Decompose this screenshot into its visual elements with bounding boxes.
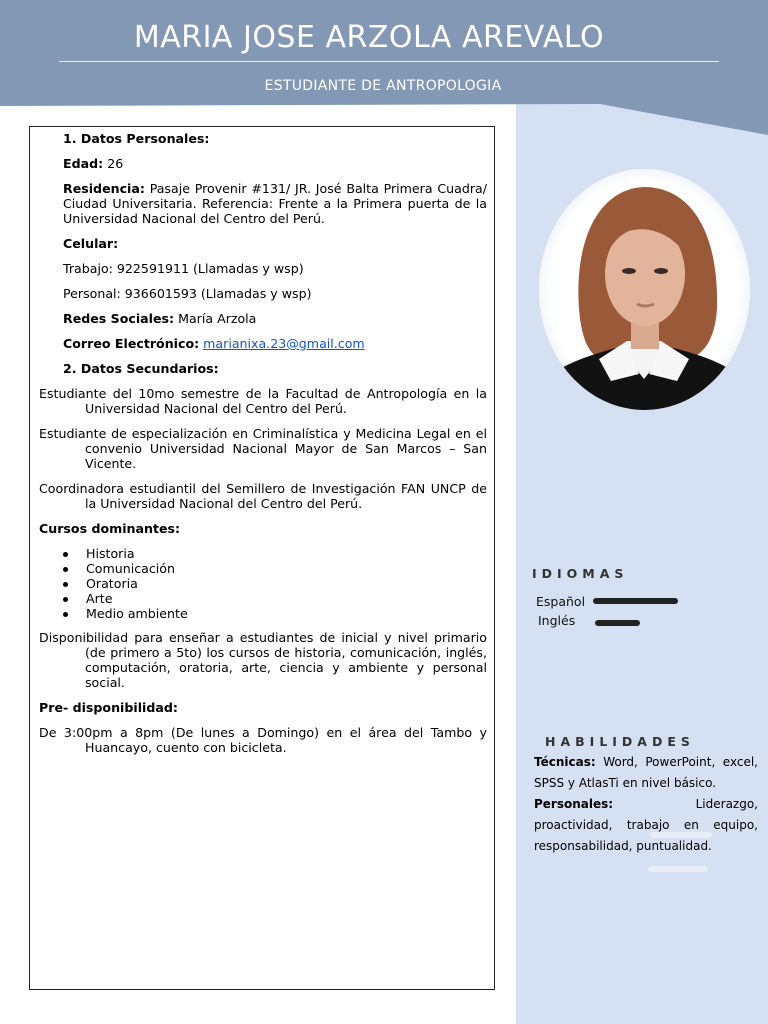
redes-line: Redes Sociales: María Arzola xyxy=(63,311,257,326)
list-item: Oratoria xyxy=(86,576,487,591)
list-item: Historia xyxy=(86,546,487,561)
cursos-list xyxy=(39,546,487,621)
lang-level-bar-espanol xyxy=(593,598,678,604)
list-item: Arte xyxy=(86,591,487,606)
header-divider xyxy=(59,61,719,62)
sidebar-panel xyxy=(516,0,768,1024)
habilidades-title: HABILIDADES xyxy=(545,734,695,749)
lang-level-bar-ingles xyxy=(595,620,640,626)
personales-line: Personales: Liderazgo, proactividad, trabajo en equipo, responsabilidad, puntualidad. xyxy=(534,797,758,853)
residencia-line: Residencia: Pasaje Provenir #131/ JR. José Balta Primera Cuadra/ Ciudad Universitaria. Referencia: Frente a la Primera puerta de la Universidad Nacional del Centro del Perú. xyxy=(63,181,487,226)
lang-label-ingles: Inglés xyxy=(538,613,576,628)
secundario-item: Estudiante del 10mo semestre de la Facultad de Antropología en la Universidad Nacional del Centro del Perú. xyxy=(39,386,487,416)
person-name: MARIA JOSE ARZOLA AREVALO xyxy=(133,20,605,55)
job-title: ESTUDIANTE DE ANTROPOLOGIA xyxy=(264,78,502,94)
celular-label: Celular: xyxy=(63,236,119,251)
faded-bar xyxy=(650,832,712,838)
list-item: Comunicación xyxy=(86,561,487,576)
lang-label-espanol: Español xyxy=(536,594,586,609)
secundario-item: Estudiante de especialización en Criminalística y Medicina Legal en el convenio Universidad Nacional Mayor de San Marcos – San Vicente. xyxy=(39,426,487,471)
predisponibilidad-text: De 3:00pm a 8pm (De lunes a Domingo) en el área del Tambo y Huancayo, cuento con bicicleta. xyxy=(39,725,487,755)
section-heading-datos-secundarios: 2. Datos Secundarios: xyxy=(63,361,219,376)
predisponibilidad-label: Pre- disponibilidad: xyxy=(39,700,178,715)
cursos-label: Cursos dominantes: xyxy=(39,521,181,536)
edad-line: Edad: 26 xyxy=(63,156,124,171)
tecnicas-line: Técnicas: Word, PowerPoint, excel, SPSS y AtlasTi en nivel básico. xyxy=(534,755,758,790)
list-item: Medio ambiente xyxy=(86,606,487,621)
habilidades-content xyxy=(534,752,758,857)
disponibilidad-text: Disponibilidad para enseñar a estudiantes de inicial y nivel primario (de primero a 5to) los cursos de historia, comunicación, inglés, computación, oratoria, arte, ciencia y ambiente y personal social. xyxy=(39,630,487,690)
profile-photo xyxy=(539,169,750,410)
trabajo-phone: Trabajo: 922591911 (Llamadas y wsp) xyxy=(63,261,304,276)
section-heading-datos-personales: 1. Datos Personales: xyxy=(63,131,210,146)
portrait-illustration xyxy=(539,169,750,410)
personal-phone: Personal: 936601593 (Llamadas y wsp) xyxy=(63,286,312,301)
header-banner xyxy=(0,0,768,135)
main-content xyxy=(39,131,487,765)
email-link[interactable]: marianixa.23@gmail.com xyxy=(203,336,365,351)
faded-bar xyxy=(648,866,708,872)
correo-line: Correo Electrónico: marianixa.23@gmail.com xyxy=(63,336,365,351)
idiomas-title: IDIOMAS xyxy=(532,566,629,581)
secundario-item: Coordinadora estudiantil del Semillero de Investigación FAN UNCP de la Universidad Nacional del Centro del Perú. xyxy=(39,481,487,511)
